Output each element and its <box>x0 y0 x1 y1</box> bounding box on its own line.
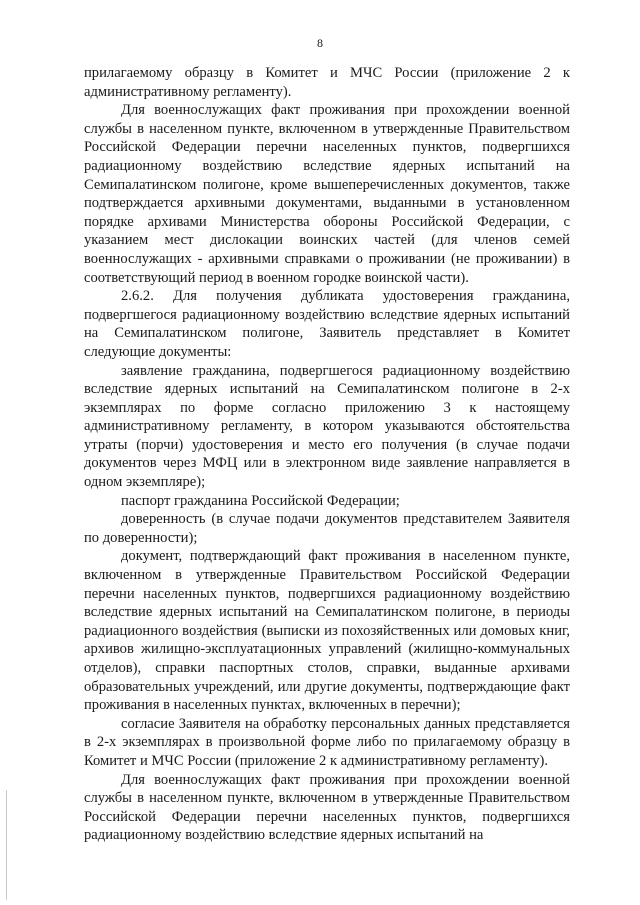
paragraph-military-residence-repeat: Для военнослужащих факт проживания при прохождении военной службы в населенном пункте, включенном в утвержденные Правительством Российской Федерации перечни населенных пунктов, подвергшихся радиационному воздействию вследствие ядерных испытаний на <box>84 771 570 844</box>
paragraph-power-of-attorney: доверенность (в случае подачи документов представителем Заявителя по доверенности); <box>84 511 570 546</box>
paragraph-passport: паспорт гражданина Российской Федерации; <box>121 492 400 509</box>
paragraph-section-2-6-2: 2.6.2. Для получения дубликата удостоверения гражданина, подвергшегося радиационному воздействию вследствие ядерных испытаний на Семипалатинском полигоне, Заявитель представляет в Комитет следующие документы: <box>84 288 570 360</box>
paragraph-continuation: прилагаемому образцу в Комитет и МЧС России (приложение 2 к административному регламенту). <box>84 65 570 100</box>
scan-edge-mark <box>6 790 7 900</box>
paragraph-application: заявление гражданина, подвергшегося радиационному воздействию вследствие ядерных испытаний на Семипалатинском полигоне в 2-х экземплярах по форме согласно приложению 3 к настоящему административному регламенту, в котором указываются обстоятельства утраты (порчи) удостоверения и место его получения (в случае подачи документов через МФЦ или в электронном виде заявление направляется в одном экземпляре); <box>84 362 570 491</box>
document-body <box>84 64 570 845</box>
page-number: 8 <box>317 36 323 50</box>
paragraph-residence-document: документ, подтверждающий факт проживания в населенном пункте, включенном в утвержденные Правительством Российской Федерации перечни населенных пунктов, подвергшихся радиационному воздействию вследствие ядерных испытаний на Семипалатинском полигоне, в периоды радиационного воздействия (выписки из похозяйственных или домовых книг, архивов жилищно-эксплуатационных управлений (жилищно-коммунальных отделов), справки паспортных столов, справки, выданные архивами образовательных учреждений, или другие документы, подтверждающие факт проживания в населенных пунктах, включенных в перечни); <box>84 548 570 714</box>
paragraph-consent: согласие Заявителя на обработку персональных данных представляется в 2-х экземплярах в произвольной форме либо по прилагаемому образцу в Комитет и МЧС России (приложение 2 к административному регламенту). <box>84 715 570 769</box>
paragraph-military-residence: Для военнослужащих факт проживания при прохождении военной службы в населенном пункте, включенном в утвержденные Правительством Российской Федерации перечни населенных пунктов, подвергшихся радиационному воздействию вследствие ядерных испытаний на Семипалатинском полигоне, кроме вышеперечисленных документов, также подтверждается архивными документами, выданными в установленном порядке архивами Министерства обороны Российской Федерации, с указанием мест дислокации воинских частей (для членов семей военнослужащих - архивными справками о проживании (не проживании) в соответствующий период в военном городке воинской части). <box>84 102 570 286</box>
